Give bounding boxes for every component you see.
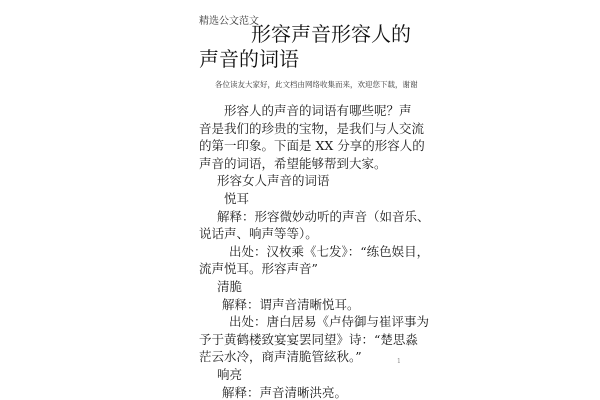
body-line: 出处：汉枚乘《七发》：“练色娱目， (229, 243, 430, 259)
term-heading: 悦耳 (224, 190, 250, 206)
body-line: 茫云水冷，商声清脆管絃秋。” (199, 349, 362, 365)
header-label: 精选公文范文 (199, 16, 259, 27)
term-heading: 响亮 (217, 366, 243, 382)
body-line: 予于黄鹤楼致宴宴罢同望》诗：“楚思淼 (199, 331, 418, 347)
title-line-2: 声音的词语 (199, 47, 299, 71)
body-line: 说话声、响声等等）。 (199, 226, 318, 242)
title-line-1: 形容声音形容人的 (251, 22, 411, 46)
document-title (199, 22, 409, 72)
body-line: 流声悦耳。形容声音” (199, 261, 318, 277)
section-heading: 形容女人声音的词语 (217, 173, 330, 189)
document-body (199, 102, 430, 400)
body-line: 的第一印象。下面是 XX 分享的形容人的 (199, 138, 425, 154)
download-notice: 各位读友大家好，此文档由网络收集而来，欢迎您下载，谢谢 (215, 80, 418, 89)
term-heading: 清脆 (217, 278, 243, 294)
body-line: 声音的词语，希望能够帮到大家。 (199, 155, 387, 171)
body-line: 音是我们的珍贵的宝物，是我们与人交流 (199, 120, 425, 136)
body-line: 解释：形容微妙动听的声音（如音乐、 (217, 208, 430, 224)
body-line: 解释：声音清晰洪亮。 (222, 384, 348, 400)
body-line: 形容人的声音的词语有哪些呢？声 (224, 103, 412, 118)
page-number: 1 (397, 358, 401, 365)
body-line: 解释：谓声音清晰悦耳。 (222, 296, 360, 312)
body-line: 出处：唐白居易《卢侍御与崔评事为 (229, 314, 430, 330)
